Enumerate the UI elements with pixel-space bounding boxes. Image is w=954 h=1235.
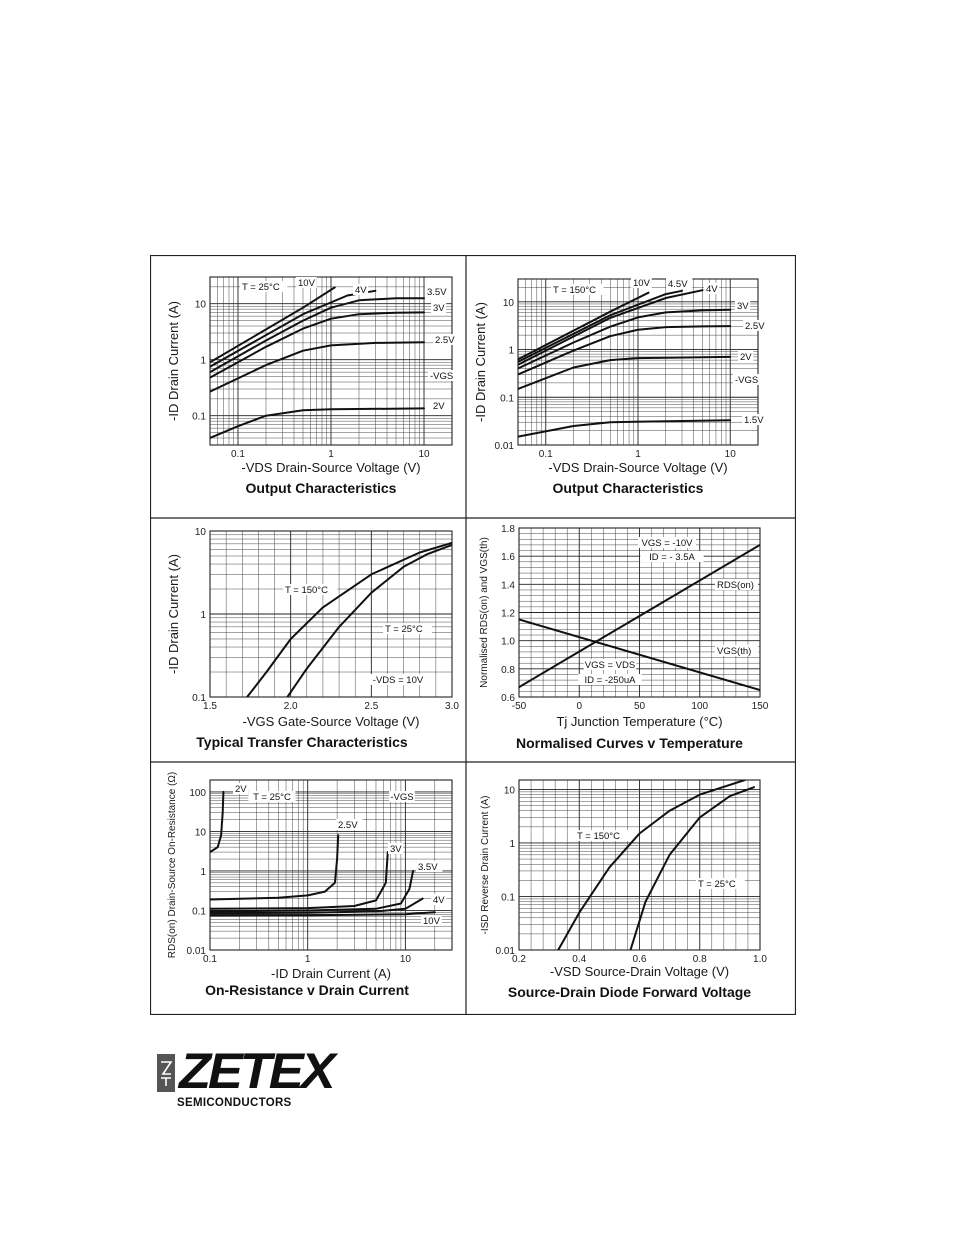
annotation: -VGS bbox=[735, 375, 759, 386]
series-line-T-25-C bbox=[631, 787, 755, 950]
x-tick-label: 10 bbox=[418, 449, 430, 460]
x-tick-label: 1.5 bbox=[203, 701, 217, 712]
series-label: 3V bbox=[433, 303, 445, 314]
zetex-mark-icon bbox=[157, 1054, 175, 1092]
y-tick-label: 1.4 bbox=[501, 580, 515, 592]
chart-output-150c bbox=[473, 277, 769, 496]
annotation: T = 25°C bbox=[253, 792, 291, 803]
series-label: T = 150°C bbox=[577, 831, 620, 842]
series-label: 2V bbox=[740, 352, 752, 363]
series-label: T = 25°C bbox=[698, 879, 736, 890]
x-tick-label: 150 bbox=[751, 701, 769, 712]
annotation: ID = -250uA bbox=[584, 675, 636, 686]
x-tick-label: 0.1 bbox=[231, 449, 245, 460]
brand-subtitle: SEMICONDUCTORS bbox=[177, 1097, 292, 1109]
chart-on-resistance bbox=[167, 772, 452, 998]
series-label: 3V bbox=[737, 301, 749, 312]
x-tick-label: 100 bbox=[691, 701, 709, 712]
y-tick-label: 10 bbox=[194, 827, 206, 839]
y-tick-label: 0.01 bbox=[495, 946, 515, 957]
series-group bbox=[247, 543, 452, 697]
annotation: T = 25°C bbox=[242, 282, 280, 293]
series-label: T = 150°C bbox=[285, 585, 328, 596]
series-label: VGS(th) bbox=[717, 646, 752, 657]
annotation: -VGS bbox=[430, 371, 454, 382]
gridlines bbox=[210, 531, 452, 697]
x-tick-label: 0 bbox=[576, 701, 583, 712]
series-label: 2.5V bbox=[338, 820, 358, 831]
x-axis-label: -VDS Drain-Source Voltage (V) bbox=[548, 460, 728, 475]
x-axis-label: -VDS Drain-Source Voltage (V) bbox=[241, 460, 421, 475]
x-tick-label: 2.5 bbox=[364, 701, 379, 712]
series-label: 3.5V bbox=[427, 287, 447, 298]
gridlines bbox=[519, 780, 760, 950]
series-label: RDS(on) bbox=[717, 580, 754, 591]
series-label: 2V bbox=[433, 401, 445, 412]
chart-title: Normalised Curves v Temperature bbox=[516, 735, 743, 751]
y-axis-label: -ISD Reverse Drain Current (A) bbox=[480, 795, 491, 935]
series-label: 2V bbox=[235, 784, 247, 795]
x-tick-label: 1 bbox=[304, 954, 311, 965]
series-label: 3V bbox=[390, 844, 402, 855]
y-tick-label: 0.6 bbox=[501, 693, 515, 704]
annotation: -VDS = 10V bbox=[372, 675, 424, 686]
brand-name: ZETEX bbox=[179, 1043, 333, 1099]
y-tick-label: 0.1 bbox=[192, 411, 206, 423]
x-tick-label: 1 bbox=[635, 449, 641, 460]
y-axis-label: -ID Drain Current (A) bbox=[473, 302, 488, 422]
y-tick-label: 100 bbox=[189, 787, 206, 799]
x-tick-label: 0.2 bbox=[512, 954, 526, 965]
series-label: 10V bbox=[298, 278, 315, 289]
y-tick-label: 0.8 bbox=[501, 664, 515, 676]
y-axis-label: Normalised RDS(on) and VGS(th) bbox=[479, 537, 490, 688]
series-label: 4V bbox=[706, 284, 718, 295]
y-axis-label: -ID Drain Current (A) bbox=[166, 554, 181, 674]
annotation: T = 150°C bbox=[553, 285, 596, 296]
y-axis-label: RDS(on) Drain-Source On-Resistance (Ω) bbox=[167, 771, 178, 959]
x-axis-label: -ID Drain Current (A) bbox=[271, 966, 391, 981]
chart-normalised bbox=[479, 524, 769, 751]
gridlines bbox=[210, 780, 452, 950]
y-tick-label: 1 bbox=[508, 345, 514, 357]
y-tick-label: 0.01 bbox=[494, 441, 514, 452]
y-tick-label: 1.8 bbox=[501, 524, 515, 535]
series-line-2-5V bbox=[210, 835, 338, 899]
annotation: -VGS bbox=[390, 792, 414, 803]
y-tick-label: 1.2 bbox=[501, 608, 515, 620]
y-tick-label: 10 bbox=[503, 785, 515, 797]
x-tick-label: 0.1 bbox=[538, 449, 553, 460]
x-tick-label: 2.0 bbox=[283, 701, 298, 712]
series-label: 4V bbox=[355, 285, 367, 296]
annotation: VGS = VDS bbox=[584, 660, 636, 671]
y-axis-label: -ID Drain Current (A) bbox=[166, 301, 181, 421]
x-tick-label: -50 bbox=[511, 701, 527, 712]
x-tick-label: 0.8 bbox=[692, 954, 707, 965]
x-axis-label: -VGS Gate-Source Voltage (V) bbox=[242, 714, 420, 729]
series-line-2-5V bbox=[518, 326, 730, 374]
series-label: 2.5V bbox=[435, 335, 455, 346]
x-axis-label: -VSD Source-Drain Voltage (V) bbox=[549, 964, 730, 979]
y-tick-label: 0.1 bbox=[192, 906, 206, 918]
series-line-T-150-C bbox=[247, 543, 452, 697]
annotation: VGS = -10V bbox=[641, 538, 693, 549]
y-tick-label: 10 bbox=[194, 527, 206, 538]
y-tick-label: 1.6 bbox=[501, 552, 515, 564]
y-tick-label: 0.01 bbox=[186, 946, 206, 957]
x-tick-label: 1.0 bbox=[753, 954, 767, 965]
chart-title: On-Resistance v Drain Current bbox=[205, 982, 409, 998]
y-tick-label: 1 bbox=[200, 866, 206, 878]
chart-diode-forward bbox=[480, 780, 767, 1000]
plot-area bbox=[210, 780, 452, 950]
y-tick-label: 10 bbox=[194, 299, 206, 311]
x-tick-label: 10 bbox=[399, 954, 411, 965]
series-line-1-5V bbox=[518, 420, 730, 436]
series-line-2V bbox=[210, 408, 424, 438]
x-tick-label: 1 bbox=[328, 449, 334, 460]
y-tick-label: 0.1 bbox=[500, 393, 514, 405]
series-label: 3.5V bbox=[418, 862, 438, 873]
y-tick-label: 1 bbox=[509, 838, 515, 850]
series-line-3V bbox=[210, 312, 424, 377]
y-tick-label: 1 bbox=[200, 610, 206, 621]
series-line-2V bbox=[210, 792, 223, 852]
x-tick-label: 50 bbox=[633, 701, 646, 712]
chart-output-25c bbox=[166, 277, 459, 496]
chart-title: Source-Drain Diode Forward Voltage bbox=[507, 984, 752, 1000]
y-tick-label: 10 bbox=[502, 297, 514, 309]
y-tick-label: 0.1 bbox=[192, 693, 206, 704]
annotation: ID = - 3.5A bbox=[649, 552, 695, 563]
chart-title: Typical Transfer Characteristics bbox=[196, 734, 408, 750]
series-label: T = 25°C bbox=[385, 624, 423, 635]
y-tick-label: 1 bbox=[200, 355, 206, 367]
series-label: 4.5V bbox=[668, 279, 688, 290]
zetex-logo bbox=[157, 1043, 333, 1114]
x-tick-label: 0.6 bbox=[632, 954, 647, 965]
series-line-3V bbox=[210, 852, 388, 909]
x-tick-label: 3.0 bbox=[445, 701, 459, 712]
chart-grid bbox=[150, 255, 796, 1015]
chart-transfer bbox=[166, 527, 459, 750]
series-label: 10V bbox=[633, 278, 650, 289]
series-label: 1.5V bbox=[744, 415, 764, 426]
x-tick-label: 0.4 bbox=[572, 954, 587, 965]
x-tick-label: 0.1 bbox=[203, 954, 217, 965]
gridlines bbox=[519, 528, 760, 697]
chart-title: Output Characteristics bbox=[552, 480, 704, 496]
chart-title: Output Characteristics bbox=[245, 480, 397, 496]
x-tick-label: 10 bbox=[724, 449, 736, 460]
series-label: 2.5V bbox=[745, 321, 765, 332]
x-axis-label: Tj Junction Temperature (°C) bbox=[556, 714, 723, 729]
series-label: 10V bbox=[423, 916, 440, 927]
y-tick-label: 1.0 bbox=[501, 636, 515, 648]
y-tick-label: 0.1 bbox=[501, 892, 515, 904]
series-label: 4V bbox=[433, 895, 445, 906]
